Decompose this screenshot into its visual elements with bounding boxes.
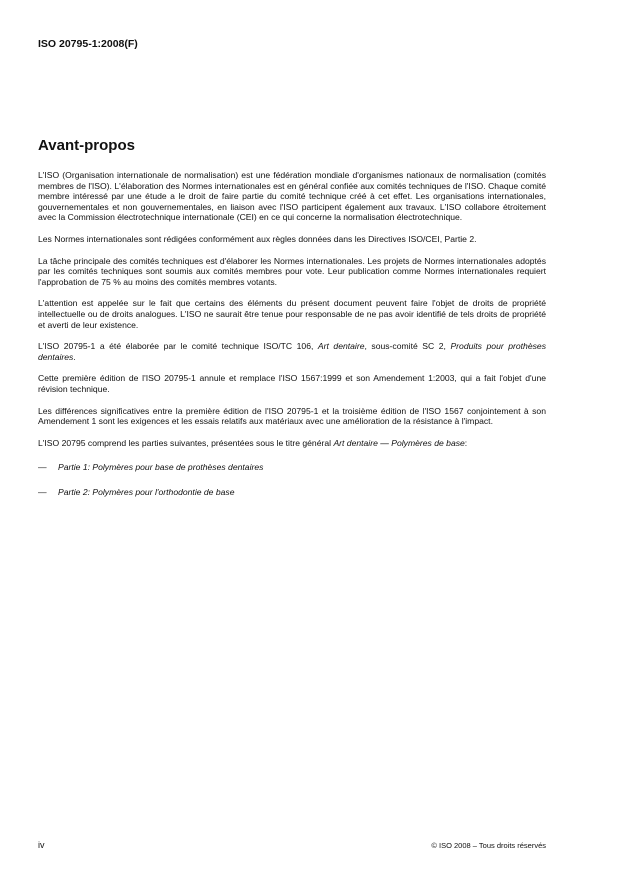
paragraph-8 — [38, 438, 546, 449]
paragraph-5 — [38, 341, 546, 362]
paragraph-4: L'attention est appelée sur le fait que certains des éléments du présent document peuvent faire l'objet de droits de propriété intellectuelle ou de droits analogues. L'ISO ne saurait être tenue pour responsable de ne pas avoir identifié de tels droits de propriété et averti de leur existence. — [38, 298, 546, 330]
paragraph-2: Les Normes internationales sont rédigées conformément aux règles données dans les Directives ISO/CEI, Partie 2. — [38, 233, 477, 244]
list-item-text: Partie 1: Polymères pour base de prothèses dentaires — [58, 462, 264, 473]
p5-text: L'ISO 20795-1 a été élaborée par le comité technique ISO/TC 106, — [38, 341, 318, 352]
foreword-body — [38, 170, 546, 511]
p8-text: L'ISO 20795 comprend les parties suivantes, présentées sous le titre général — [38, 437, 334, 448]
p8-italic: Art dentaire — Polymères de base — [333, 437, 465, 448]
paragraph-1: L'ISO (Organisation internationale de normalisation) est une fédération mondiale d'organismes nationaux de normalisation (comités membres de l'ISO). L'élaboration des Normes internationales est en général confiée aux comités techniques de l'ISO. Chaque comité membre intéressé par une étude a le droit de faire partie du comité technique créé à cet effet. Les organisations internationales, gouvernementales et non gouvernementales, en liaison avec l'ISO participent également aux travaux. L'ISO collabore étroitement avec la Commission électrotechnique internationale (CEI) en ce qui concerne la normalisation électrotechnique. — [38, 170, 546, 223]
parts-list — [38, 462, 546, 497]
dash-bullet: — — [38, 462, 47, 473]
page-title: Avant-propos — [38, 137, 135, 154]
document-id: ISO 20795-1:2008(F) — [38, 38, 138, 50]
copyright-notice: © ISO 2008 – Tous droits réservés — [431, 841, 546, 850]
paragraph-6: Cette première édition de l'ISO 20795-1 annule et remplace l'ISO 1567:1999 et son Amendement 1:2003, qui a fait l'objet d'une révision technique. — [38, 373, 546, 394]
p5-italic-1: Art dentaire — [317, 341, 365, 352]
p5-text-2: , sous-comité SC 2, — [364, 341, 451, 352]
p5-text-3: . — [73, 351, 76, 362]
p5-italic-2: Produits pour prothèses dentaires — [38, 341, 546, 362]
dash-bullet: — — [38, 486, 47, 497]
list-item — [38, 487, 546, 498]
list-item — [38, 462, 546, 473]
page-number: iv — [38, 840, 45, 850]
list-item-text: Partie 2: Polymères pour l'orthodontie de base — [58, 486, 235, 497]
paragraph-7: Les différences significatives entre la première édition de l'ISO 20795-1 et la troisième édition de l'ISO 1567 conjointement à son Amendement 1 sont les exigences et les essais relatifs aux matériaux avec une amélioration de la résistance à l'impact. — [38, 405, 546, 427]
paragraph-3: La tâche principale des comités techniques est d'élaborer les Normes internationales. Les projets de Normes internationales adoptés par les comités techniques sont soumis aux comités membres pour vote. Leur publication comme Normes internationales requiert l'approbation de 75 % au moins des comités membres votants. — [38, 255, 546, 287]
p8-colon: : — [464, 437, 468, 448]
